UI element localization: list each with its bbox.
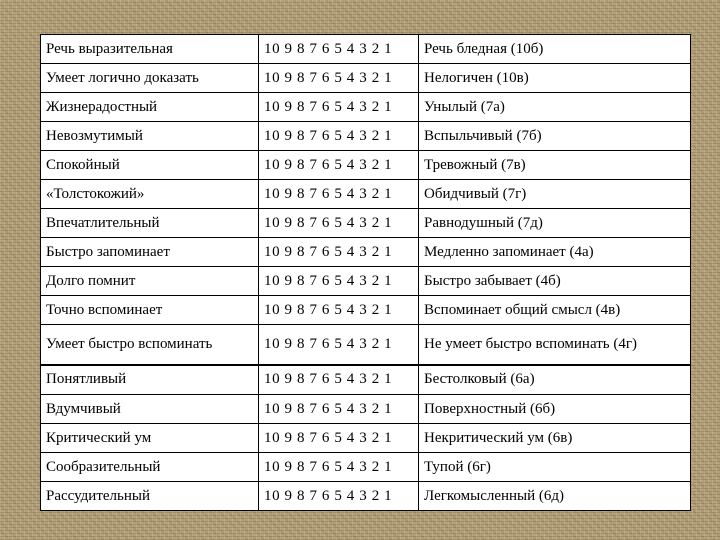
rating-scale: 10 9 8 7 6 5 4 3 2 1 bbox=[259, 180, 419, 209]
negative-trait: Равнодушный (7д) bbox=[419, 209, 691, 238]
rating-scale: 10 9 8 7 6 5 4 3 2 1 bbox=[259, 395, 419, 424]
rating-scale: 10 9 8 7 6 5 4 3 2 1 bbox=[259, 424, 419, 453]
positive-trait: Жизнерадостный bbox=[41, 93, 259, 122]
negative-trait: Бестолковый (6а) bbox=[419, 365, 691, 395]
negative-trait: Нелогичен (10в) bbox=[419, 64, 691, 93]
rating-scale: 10 9 8 7 6 5 4 3 2 1 bbox=[259, 296, 419, 325]
negative-trait: Легкомысленный (6д) bbox=[419, 482, 691, 511]
table-row bbox=[41, 395, 691, 424]
rating-scale: 10 9 8 7 6 5 4 3 2 1 bbox=[259, 482, 419, 511]
negative-trait: Медленно запоминает (4а) bbox=[419, 238, 691, 267]
table-row bbox=[41, 365, 691, 395]
table-row bbox=[41, 296, 691, 325]
table-row bbox=[41, 151, 691, 180]
positive-trait: Сообразительный bbox=[41, 453, 259, 482]
table-row bbox=[41, 482, 691, 511]
positive-trait: Речь выразительная bbox=[41, 35, 259, 64]
positive-trait: «Толстокожий» bbox=[41, 180, 259, 209]
rating-scale: 10 9 8 7 6 5 4 3 2 1 bbox=[259, 122, 419, 151]
table-row bbox=[41, 93, 691, 122]
table-row bbox=[41, 325, 691, 365]
rating-scale: 10 9 8 7 6 5 4 3 2 1 bbox=[259, 453, 419, 482]
table-sheet bbox=[40, 34, 690, 510]
table-row bbox=[41, 35, 691, 64]
negative-trait: Быстро забывает (4б) bbox=[419, 267, 691, 296]
rating-scale: 10 9 8 7 6 5 4 3 2 1 bbox=[259, 93, 419, 122]
negative-trait: Вспыльчивый (7б) bbox=[419, 122, 691, 151]
table-row bbox=[41, 424, 691, 453]
table-row bbox=[41, 209, 691, 238]
positive-trait: Быстро запоминает bbox=[41, 238, 259, 267]
rating-scale: 10 9 8 7 6 5 4 3 2 1 bbox=[259, 325, 419, 365]
negative-trait: Обидчивый (7г) bbox=[419, 180, 691, 209]
positive-trait: Спокойный bbox=[41, 151, 259, 180]
positive-trait: Рассудительный bbox=[41, 482, 259, 511]
rating-scale: 10 9 8 7 6 5 4 3 2 1 bbox=[259, 238, 419, 267]
table-row bbox=[41, 180, 691, 209]
table-row bbox=[41, 122, 691, 151]
positive-trait: Долго помнит bbox=[41, 267, 259, 296]
rating-scale: 10 9 8 7 6 5 4 3 2 1 bbox=[259, 365, 419, 395]
negative-trait: Поверхностный (6б) bbox=[419, 395, 691, 424]
positive-trait: Критический ум bbox=[41, 424, 259, 453]
positive-trait: Точно вспоминает bbox=[41, 296, 259, 325]
rating-scale: 10 9 8 7 6 5 4 3 2 1 bbox=[259, 267, 419, 296]
rating-scale: 10 9 8 7 6 5 4 3 2 1 bbox=[259, 35, 419, 64]
negative-trait: Тупой (6г) bbox=[419, 453, 691, 482]
negative-trait: Речь бледная (10б) bbox=[419, 35, 691, 64]
negative-trait: Вспоминает общий смысл (4в) bbox=[419, 296, 691, 325]
negative-trait: Тревожный (7в) bbox=[419, 151, 691, 180]
positive-trait: Умеет логично доказать bbox=[41, 64, 259, 93]
negative-trait: Не умеет быстро вспоминать (4г) bbox=[419, 325, 691, 365]
positive-trait: Впечатлительный bbox=[41, 209, 259, 238]
rating-scale: 10 9 8 7 6 5 4 3 2 1 bbox=[259, 209, 419, 238]
table-row bbox=[41, 267, 691, 296]
rating-scale-table bbox=[40, 34, 691, 511]
rating-scale: 10 9 8 7 6 5 4 3 2 1 bbox=[259, 151, 419, 180]
table-row bbox=[41, 238, 691, 267]
table-row bbox=[41, 453, 691, 482]
negative-trait: Унылый (7а) bbox=[419, 93, 691, 122]
positive-trait: Умеет быстро вспоминать bbox=[41, 325, 259, 365]
positive-trait: Невозмутимый bbox=[41, 122, 259, 151]
positive-trait: Вдумчивый bbox=[41, 395, 259, 424]
positive-trait: Понятливый bbox=[41, 365, 259, 395]
rating-scale: 10 9 8 7 6 5 4 3 2 1 bbox=[259, 64, 419, 93]
table-row bbox=[41, 64, 691, 93]
negative-trait: Некритический ум (6в) bbox=[419, 424, 691, 453]
